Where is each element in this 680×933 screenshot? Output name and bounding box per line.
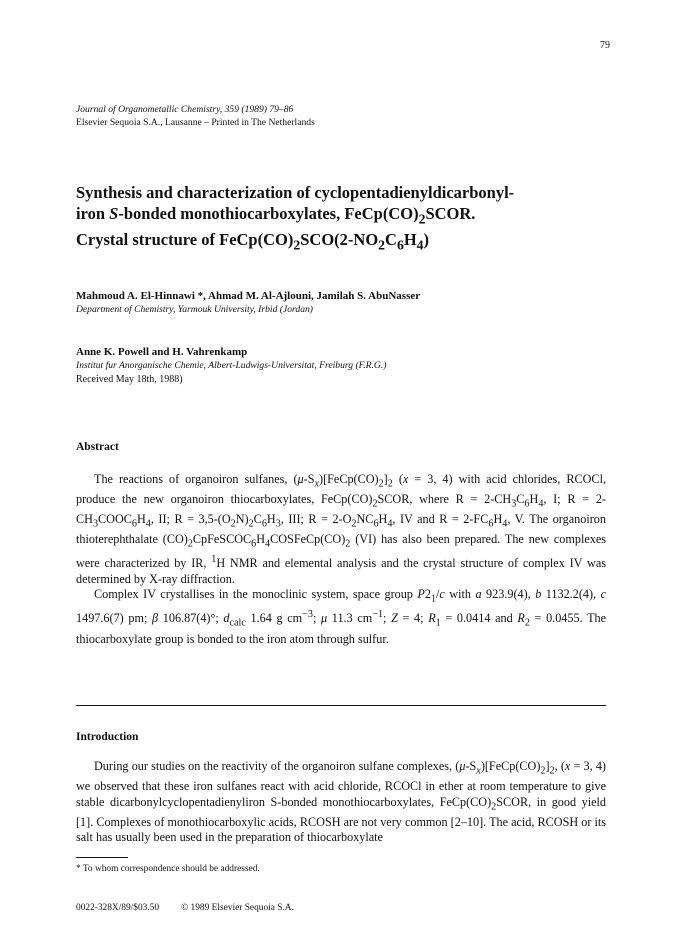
author-affiliation: Institut fur Anorganische Chemie, Albert-Ludwigs-Universitat, Freiburg (F.R.G.)	[76, 360, 387, 371]
section-divider	[76, 705, 606, 706]
footnote: * To whom correspondence should be addressed.	[76, 864, 260, 874]
author-names: Mahmoud A. El-Hinnawi *, Ahmad M. Al-Ajlouni, Jamilah S. AbuNasser	[76, 290, 421, 302]
page-number: 79	[600, 40, 610, 51]
author-affiliation: Department of Chemistry, Yarmouk University, Irbid (Jordan)	[76, 304, 313, 315]
introduction-body	[76, 759, 606, 846]
footnote-divider	[76, 857, 128, 858]
author-names: Anne K. Powell and H. Vahrenkamp	[76, 346, 248, 358]
journal-info	[76, 103, 616, 129]
received-date: Received May 18th, 1988)	[76, 374, 183, 385]
abstract-heading: Abstract	[76, 441, 119, 453]
journal-citation: Journal of Organometallic Chemistry, 359 (1989) 79–86	[76, 104, 294, 115]
page-footer	[76, 903, 294, 913]
introduction-paragraph: During our studies on the reactivity of the organoiron sulfane complexes, $(\mu-S_x)[FeCp(CO)_2]_2$, (x = 3, 4) we observed that these iron sulfanes react with acid chloride, RCOCl in ether at room temperature to give stable dicarbonylcyclopentadienyliron S-bonded monothiocarboxylates, $FeCp(CO)_2SCOR$, in good yield [1]. Complexes of monothiocarboxylic acids, RCOSH are not very common [2–10]. The acid, RCOSH or its salt has usually been used in the preparation of thiocarboxylate	[76, 759, 607, 845]
paper-title: Synthesis and characterization of cyclopentadienyldicarbonyl- iron S-bonded monothiocarboxylates, $FeCp(CO)_2SCOR$. Crystal structure of $FeCp(CO)_2SCO(2-NO_2C_6H_4)$	[76, 183, 515, 253]
publisher-line: Elsevier Sequoia S.A., Lausanne – Printed in The Netherlands	[76, 117, 315, 128]
author-block-1	[76, 289, 616, 317]
introduction-heading: Introduction	[76, 731, 139, 743]
abstract-paragraph: Complex IV crystallises in the monoclinic system, space group $P2_1/c$ with a 923.9(4), b 1132.2(4), c 1497.6(7) pm; β 106.87(4)°; $d_{calc}$ 1.64 g $cm^{-3}$; μ 11.3 $cm^{-1}$; Z = 4; $R_1 = 0.0414$ and $R_2 = 0.0455$. The thiocarboxylate group is bonded to the iron atom through sulfur.	[76, 587, 607, 646]
abstract-paragraph: The reactions of organoiron sulfanes, $(\mu-S_x)[FeCp(CO)_2]_2$ (x = 3, 4) with acid chlorides, RCOCl, produce the new organoiron thiocarboxylates, $FeCp(CO)_2SCOR$, where $R = 2-CH_3C_6H_4$, I; $R = 2-CH_3COOC_6H_4$, II; $R = 3,5-(O_2N)_2C_6H_3$, III; $R = 2-O_2NC_6H_4$, IV and $R = 2-FC_6H_4$, V. The organoiron thioterephthalate $(CO)_2CpFeSCOC_6H_4COSFeCp(CO)_2$ (VI) has also been prepared. The new complexes were characterized by IR, $^1$H NMR and elemental analysis and the crystal structure of complex IV was determined by X-ray diffraction.	[76, 472, 606, 586]
author-block-2	[76, 345, 616, 387]
issn-price: 0022-328X/89/$03.50	[76, 903, 160, 913]
abstract-body	[76, 472, 606, 647]
copyright: © 1989 Elsevier Sequoia S.A.	[181, 903, 294, 913]
